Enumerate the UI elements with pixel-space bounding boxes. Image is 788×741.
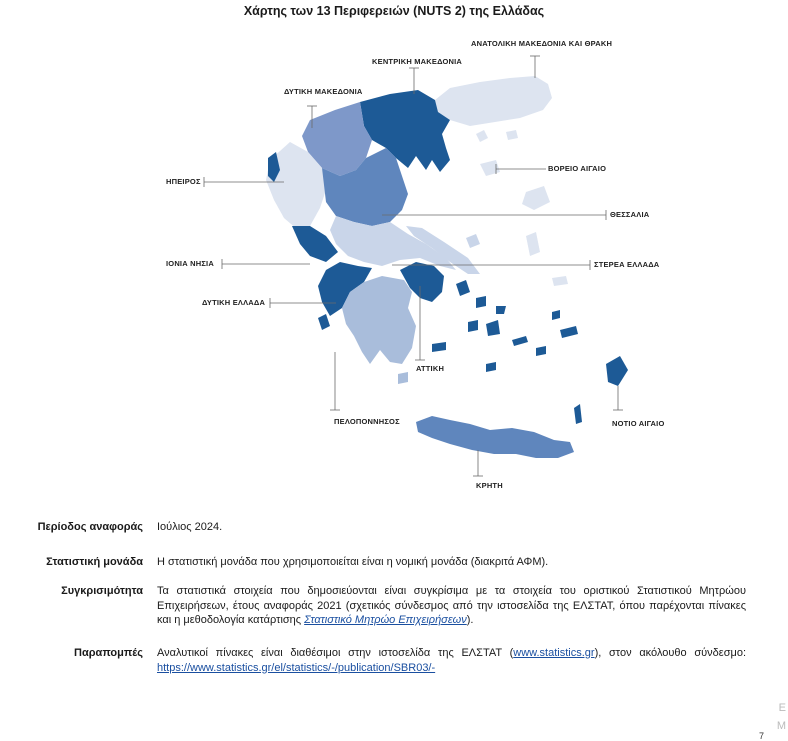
references-label: Παραπομπές (74, 647, 143, 659)
comparability-end: ). (466, 614, 474, 626)
island-samos (552, 276, 568, 286)
island-santorini (486, 362, 496, 372)
comparability-value (157, 584, 746, 628)
island-kalymnos (552, 310, 560, 320)
corner-char-2: M (776, 720, 786, 732)
label-notio-aigaio: ΝΟΤΙΟ ΑΙΓΑΙΟ (612, 419, 665, 428)
island-kythira (398, 372, 408, 384)
island-milos (432, 342, 446, 352)
publication-link[interactable]: https://www.statistics.gr/el/statistics/-/publication/SBR03/- (157, 661, 436, 674)
map-title: Χάρτης των 13 Περιφερειών (NUTS 2) της Ελλάδας (243, 4, 545, 18)
label-thessalia: ΘΕΣΣΑΛΙΑ (610, 210, 650, 219)
island-tinos (476, 296, 486, 308)
island-naxos (486, 320, 500, 336)
island-chios (526, 232, 540, 256)
statistics-site-link[interactable]: www.statistics.gr (513, 647, 595, 659)
region-anatoliki-makedonia-thraki (435, 76, 552, 126)
label-dytiki-makedonia: ΔΥΤΙΚΗ ΜΑΚΕΔΟΝΙΑ (284, 87, 363, 96)
island-lesvos (522, 186, 550, 210)
island-limnos (480, 160, 500, 176)
island-paros (468, 320, 478, 332)
unit-value: Η στατιστική μονάδα που χρησιμοποιείται είναι η νομική μονάδα (διακριτά ΑΦΜ). (157, 556, 549, 568)
references-mid: ), στον ακόλουθο σύνδεσμο: (594, 647, 747, 659)
label-kentriki-makedonia: ΚΕΝΤΡΙΚΗ ΜΑΚΕΔΟΝΙΑ (372, 57, 463, 66)
comparability-text: Τα στατιστικά στοιχεία που δημοσιεύονται είναι συγκρίσιμα με τα στοιχεία του οριστικού Στατιστικού Μητρώου Επιχειρήσεων, έτους αναφοράς 2021 (σχετικός σύνδεσμος από την ιστοσελίδα της ΕΛΣΤΑΤ, όπου παρέχονται πίνακες και η μεθοδολογία κατάρτισης (157, 585, 746, 626)
island-andros (456, 280, 470, 296)
label-peloponnisos: ΠΕΛΟΠΟΝΝΗΣΟΣ (334, 417, 400, 426)
label-ipeiros: ΗΠΕΙΡΟΣ (166, 177, 201, 186)
island-karpathos (574, 404, 582, 424)
period-label: Περίοδος αναφοράς (37, 521, 143, 533)
corner-char-1: E (778, 702, 786, 714)
comparability-label: Συγκρισιμότητα (61, 585, 143, 597)
label-attiki: ΑΤΤΙΚΗ (416, 364, 445, 373)
greece-regions-map (150, 30, 710, 500)
page-number: 7 (758, 731, 764, 741)
island-skyros (466, 234, 480, 248)
island-kos (560, 326, 578, 338)
island-samothraki (506, 130, 518, 140)
ionian-island-zakynthos (318, 314, 330, 330)
map-svg (150, 30, 710, 500)
region-kriti (416, 416, 574, 458)
label-ionia-nisia: ΙΟΝΙΑ ΝΗΣΙΑ (166, 259, 214, 268)
island-mykonos (496, 306, 506, 314)
label-kriti: ΚΡΗΤΗ (476, 481, 503, 490)
references-value (157, 646, 746, 675)
island-amorgos (512, 336, 528, 346)
island-rhodes (606, 356, 628, 386)
references-text: Αναλυτικοί πίνακες είναι διαθέσιμοι στην ιστοσελίδα της ΕΛΣΤΑΤ ( (157, 647, 514, 659)
label-anatoliki-makedonia-thraki: ΑΝΑΤΟΛΙΚΗ ΜΑΚΕΔΟΝΙΑ ΚΑΙ ΘΡΑΚΗ (471, 39, 613, 48)
island-astypalaia (536, 346, 546, 356)
unit-label: Στατιστική μονάδα (46, 556, 143, 568)
label-dytiki-ellada: ΔΥΤΙΚΗ ΕΛΛΑΔΑ (202, 298, 266, 307)
sbr-link[interactable]: Στατιστικό Μητρώο Επιχειρήσεων (304, 614, 467, 626)
island-thasos (476, 130, 488, 142)
label-sterea-ellada: ΣΤΕΡΕΑ ΕΛΛΑΔΑ (594, 260, 660, 269)
period-value: Ιούλιος 2024. (157, 521, 223, 533)
label-voreio-aigaio: ΒΟΡΕΙΟ ΑΙΓΑΙΟ (548, 164, 607, 173)
